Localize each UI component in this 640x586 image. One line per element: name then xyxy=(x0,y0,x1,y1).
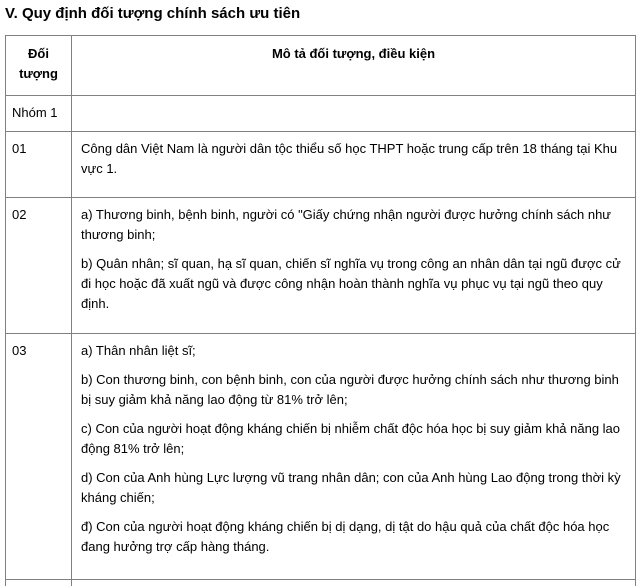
priority-policy-table xyxy=(5,35,636,586)
row-description xyxy=(72,198,636,334)
description-paragraph: đ) Con của người hoạt động kháng chiến bị dị dạng, dị tật do hậu quả của chất độc hóa học đang hưởng trợ cấp hàng tháng. xyxy=(81,519,610,554)
table-row-02 xyxy=(6,198,636,334)
description-paragraph: Công dân Việt Nam là người dân tộc thiểu số học THPT hoặc trung cấp trên 18 tháng tại Khu vực 1. xyxy=(81,141,618,176)
table-row-partial xyxy=(6,580,636,586)
description-paragraph: b) Quân nhân; sĩ quan, hạ sĩ quan, chiến sĩ nghĩa vụ trong công an nhân dân tại ngũ được cử đi học hoặc đã xuất ngũ và được công nhận hoàn thành nghĩa vụ phục vụ tại ngũ theo quy định. xyxy=(81,256,621,311)
row-description xyxy=(72,580,636,586)
column-header-doi-tuong: Đối tượng xyxy=(6,36,72,96)
table-row-01 xyxy=(6,132,636,198)
table-row-nhom-1 xyxy=(6,96,636,132)
row-code: Nhóm 1 xyxy=(6,96,72,132)
row-code: 03 xyxy=(6,334,72,580)
page-title: V. Quy định đối tượng chính sách ưu tiên xyxy=(5,5,301,22)
description-paragraph: b) Con thương binh, con bệnh binh, con của người được hưởng chính sách như thương binh bị suy giảm khả năng lao động từ 81% trở lên; xyxy=(81,372,619,407)
row-code xyxy=(6,580,72,586)
description-paragraph: a) Thân nhân liệt sĩ; xyxy=(81,343,196,358)
table-header-row xyxy=(6,36,636,96)
row-description xyxy=(72,132,636,198)
column-header-mo-ta: Mô tả đối tượng, điều kiện xyxy=(72,36,636,96)
row-code: 02 xyxy=(6,198,72,334)
description-paragraph: d) Con của Anh hùng Lực lượng vũ trang nhân dân; con của Anh hùng Lao động trong thời kỳ kháng chiến; xyxy=(81,470,621,505)
description-paragraph: a) Thương binh, bệnh binh, người có "Giấy chứng nhận người được hưởng chính sách như thương binh; xyxy=(81,207,611,242)
table-row-03 xyxy=(6,334,636,580)
row-code: 01 xyxy=(6,132,72,198)
description-paragraph: c) Con của người hoạt động kháng chiến bị nhiễm chất độc hóa học bị suy giảm khả năng lao động 81% trở lên; xyxy=(81,421,621,456)
row-description xyxy=(72,334,636,580)
row-description xyxy=(72,96,636,132)
